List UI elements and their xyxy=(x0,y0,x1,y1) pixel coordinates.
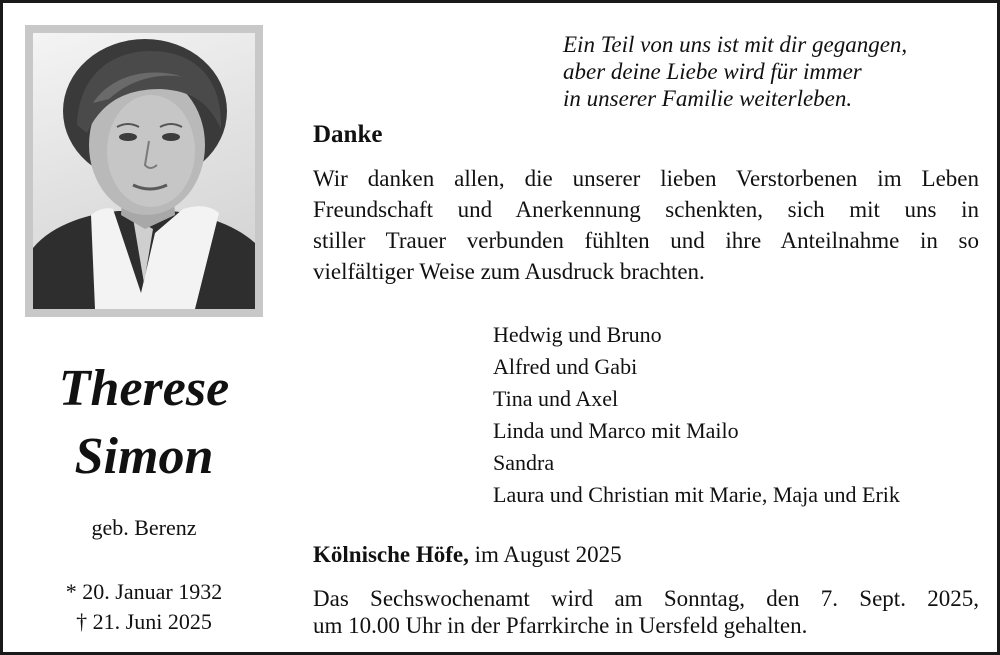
thanks-line: stiller Trauer verbunden fühlten und ihre Anteilnahme in so xyxy=(313,228,979,253)
thanks-line: Wir danken allen, die unserer lieben Verstorbenen im Leben xyxy=(313,166,979,191)
place-name: Kölnische Höfe, xyxy=(313,542,469,567)
family-member: Laura und Christian mit Marie, Maja und Erik xyxy=(493,482,900,507)
portrait-frame xyxy=(25,25,263,317)
family-member: Sandra xyxy=(493,450,555,475)
last-name: Simon xyxy=(74,428,214,485)
motto xyxy=(563,31,983,112)
place-date xyxy=(313,542,622,568)
place-month: im August 2025 xyxy=(474,542,622,567)
thanks-heading: Danke xyxy=(313,121,383,148)
first-name: Therese xyxy=(58,360,230,417)
family-member: Tina und Axel xyxy=(493,386,619,411)
portrait-photo xyxy=(33,33,255,309)
family-member: Linda und Marco mit Mailo xyxy=(493,418,739,443)
birth-name: geb. Berenz xyxy=(91,515,197,540)
motto-line: Ein Teil von uns ist mit dir gegangen, xyxy=(563,32,908,57)
motto-line: in unserer Familie weiterleben. xyxy=(563,86,853,111)
mass-line: um 10.00 Uhr in der Pfarrkirche in Uersfeld gehalten. xyxy=(313,613,808,638)
family-member: Hedwig und Bruno xyxy=(493,322,662,347)
death-date: † 21. Juni 2025 xyxy=(76,609,212,634)
family-list xyxy=(493,319,900,511)
mass-line: Das Sechswochenamt wird am Sonntag, den 7. Sept. 2025, xyxy=(313,586,979,611)
thanks-line: Freundschaft und Anerkennung schenkten, sich mit uns in xyxy=(313,197,979,222)
mass-notice xyxy=(313,585,979,639)
birth-date: * 20. Januar 1932 xyxy=(65,579,223,604)
thanks-line: vielfältiger Weise zum Ausdruck brachten. xyxy=(313,259,705,284)
thanks-text xyxy=(313,163,979,287)
portrait-icon xyxy=(33,33,255,309)
motto-line: aber deine Liebe wird für immer xyxy=(563,59,862,84)
family-member: Alfred und Gabi xyxy=(493,354,638,379)
